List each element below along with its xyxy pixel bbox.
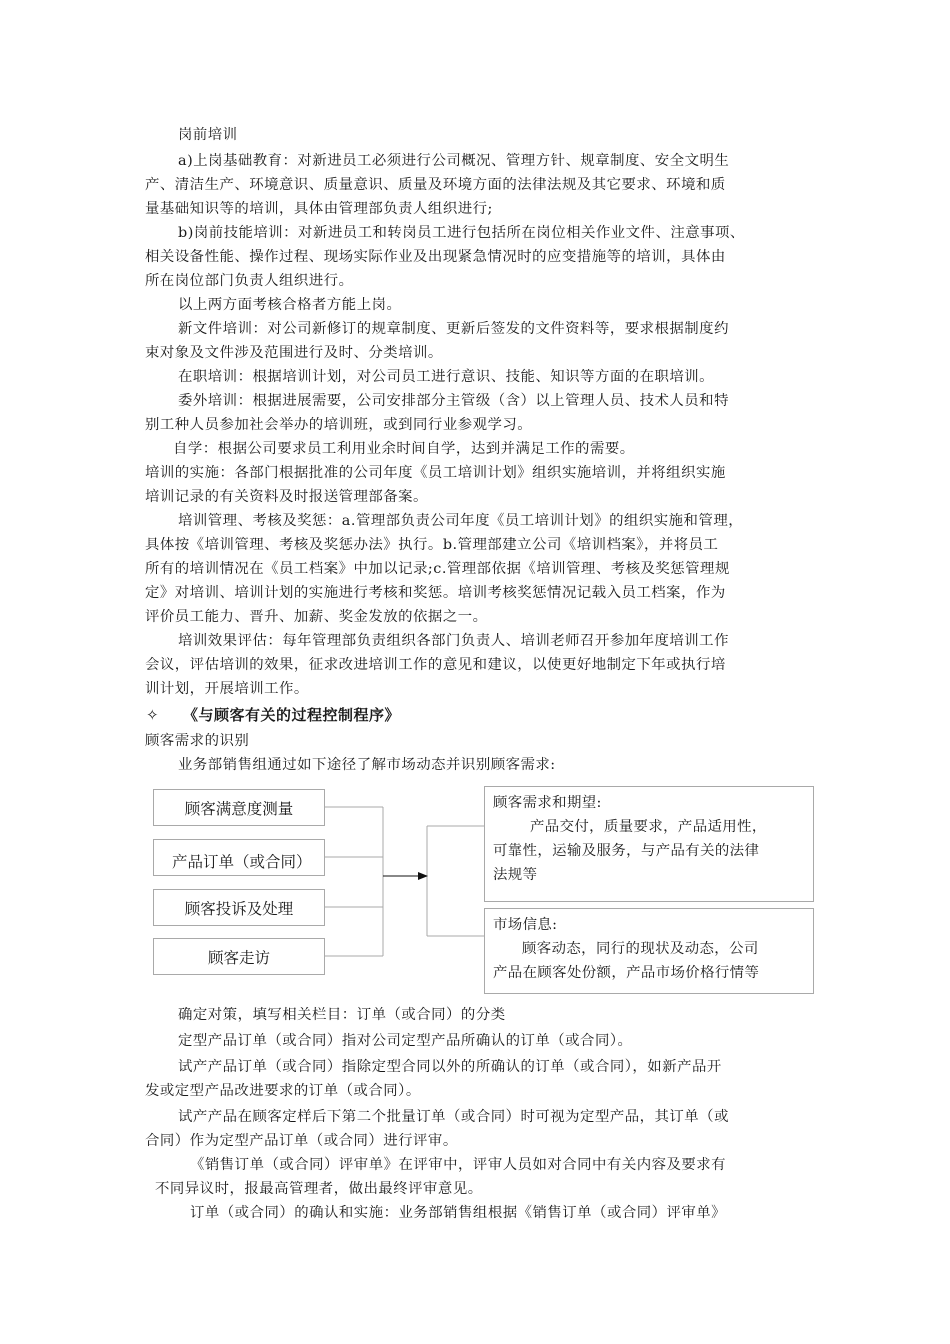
para-line: b)岗前技能培训：对新进员工和转岗员工进行包括所在岗位相关作业文件、注意事项、 xyxy=(178,225,745,241)
input-box-satisfaction xyxy=(153,789,325,826)
diamond-bullet-icon: ✧ xyxy=(146,706,159,724)
market-box-line: 产品在顾客处份额，产品市场价格行情等 xyxy=(493,965,760,981)
para-line: 定》对培训、培训计划的实施进行考核和奖惩。培训考核奖惩情况记载入员工档案，作为 xyxy=(145,585,726,601)
para-line: 订单（或合同）的确认和实施：业务部销售组根据《销售订单（或合同）评审单》 xyxy=(190,1205,727,1221)
needs-expectations-box xyxy=(484,786,814,902)
para-line: 相关设备性能、操作过程、现场实际作业及出现紧急情况时的应变措施等的培训，具体由 xyxy=(145,249,726,265)
input-box-complaints xyxy=(153,889,325,926)
para-line: 培训记录的有关资料及时报送管理部备案。 xyxy=(145,489,428,505)
para-line: 《销售订单（或合同）评审单》在评审中，评审人员如对合同中有关内容及要求有 xyxy=(190,1157,727,1173)
para-line: 别工种人员参加社会举办的培训班，或到同行业参观学习。 xyxy=(145,417,533,433)
para-line: 定型产品订单（或合同）指对公司定型产品所确认的订单（或合同）。 xyxy=(178,1033,633,1049)
needs-box-line: 法规等 xyxy=(493,867,538,883)
para-line: 束对象及文件涉及范围进行及时、分类培训。 xyxy=(145,345,443,361)
input-box-label: 顾客走访 xyxy=(207,948,270,967)
para-line: 培训的实施：各部门根据批准的公司年度《员工培训计划》组织实施培训，并将组织实施 xyxy=(145,465,726,481)
para-line: 具体按《培训管理、考核及奖惩办法》执行。b.管理部建立公司《培训档案》，并将员工 xyxy=(145,537,719,553)
para-line: 试产产品在顾客定样后下第二个批量订单（或合同）时可视为定型产品，其订单（或 xyxy=(178,1109,729,1125)
input-box-label: 产品订单（或合同） xyxy=(172,852,312,869)
para-line: 产、清洁生产、环境意识、质量意识、质量及环境方面的法律法规及其它要求、环境和质 xyxy=(145,177,726,193)
para-line: 岗前培训 xyxy=(178,127,238,143)
para-line: 自学：根据公司要求员工利用业余时间自学，达到并满足工作的需要。 xyxy=(173,441,635,457)
para-line: 委外培训：根据进展需要，公司安排部分主管级（含）以上管理人员、技术人员和特 xyxy=(178,393,729,409)
para-line: 新文件培训：对公司新修订的规章制度、更新后签发的文件资料等，要求根据制度约 xyxy=(178,321,729,337)
para-line: 所在岗位部门负责人组织进行。 xyxy=(145,273,354,289)
market-box-line: 顾客动态，同行的现状及动态，公司 xyxy=(522,941,759,957)
market-info-box xyxy=(484,908,814,994)
para-line: 所有的培训情况在《员工档案》中加以记录;c.管理部依据《培训管理、考核及奖惩管理规 xyxy=(145,561,730,577)
para-line: 发或定型产品改进要求的订单（或合同）。 xyxy=(145,1083,421,1099)
input-box-orders xyxy=(153,839,325,876)
market-box-title: 市场信息: xyxy=(493,917,558,933)
para-line: 试产产品订单（或合同）指除定型合同以外的所确认的订单（或合同），如新产品开 xyxy=(178,1059,722,1075)
para-line: 不同异议时，报最高管理者，做出最终评审意见。 xyxy=(155,1181,483,1197)
para-line: 量基础知识等的培训，具体由管理部负责人组织进行; xyxy=(145,201,493,217)
para-line: 训计划，开展培训工作。 xyxy=(145,681,309,697)
para-line: 培训效果评估：每年管理部负责组织各部门负责人、培训老师召开参加年度培训工作 xyxy=(178,633,729,649)
input-box-visits xyxy=(153,938,325,975)
para-line: 确定对策，填写相关栏目：订单（或合同）的分类 xyxy=(178,1007,506,1023)
para-line: a)上岗基础教育：对新进员工必须进行公司概况、管理方针、规章制度、安全文明生 xyxy=(178,153,730,169)
needs-box-line: 可靠性，运输及服务，与产品有关的法律 xyxy=(493,843,760,859)
para-line: 在职培训：根据培训计划，对公司员工进行意识、技能、知识等方面的在职培训。 xyxy=(178,369,715,385)
para-line: 以上两方面考核合格者方能上岗。 xyxy=(178,297,402,313)
para-line: 合同）作为定型产品订单（或合同）进行评审。 xyxy=(145,1133,458,1149)
para-line: 培训管理、考核及奖惩：a.管理部负责公司年度《员工培训计划》的组织实施和管理， xyxy=(178,513,744,529)
input-box-label: 顾客满意度测量 xyxy=(184,799,294,818)
section-subtitle: 顾客需求的识别 xyxy=(145,733,250,749)
needs-box-line: 产品交付，质量要求，产品适用性， xyxy=(530,819,767,835)
needs-box-title: 顾客需求和期望: xyxy=(493,795,602,811)
input-box-label: 顾客投诉及处理 xyxy=(184,899,294,918)
section-title: 《与顾客有关的过程控制程序》 xyxy=(183,706,401,724)
section-intro: 业务部销售组通过如下途径了解市场动态并识别顾客需求: xyxy=(178,757,556,773)
para-line: 会议，评估培训的效果，征求改进培训工作的意见和建议，以使更好地制定下年或执行培 xyxy=(145,657,726,673)
para-line: 评价员工能力、晋升、加薪、奖金发放的依据之一。 xyxy=(145,609,488,625)
